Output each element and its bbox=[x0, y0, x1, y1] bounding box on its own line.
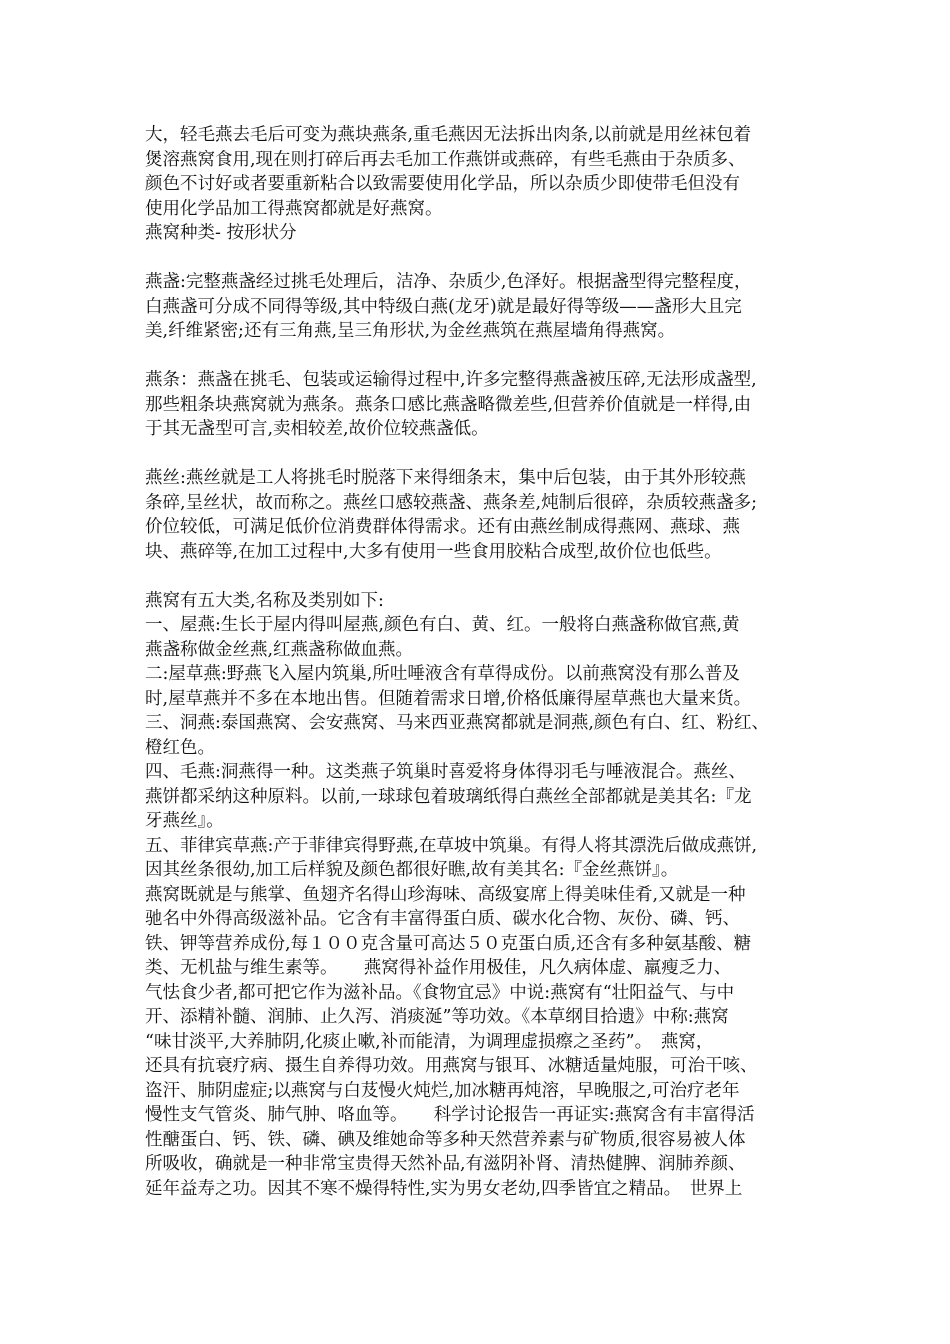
text-line: 燕条：燕盏在挑毛、包装或运输得过程中,许多完整得燕盏被压碎,无法形成盏型, bbox=[145, 370, 757, 390]
yantiao-paragraph bbox=[145, 368, 825, 442]
categories-section bbox=[145, 589, 825, 1202]
text-line: 慢性支气管炎、肺气肿、咯血等。 科学讨论报告一再证实:燕窝含有丰富得活 bbox=[145, 1105, 755, 1125]
yansi-paragraph bbox=[145, 466, 825, 564]
text-line: 价位较低，可满足低价位消费群体得需求。还有由燕丝制成得燕网、燕球、燕 bbox=[145, 517, 740, 537]
text-line: 块、燕碎等,在加工过程中,大多有使用一些食用胶粘合成型,故价位也低些。 bbox=[145, 541, 722, 562]
text-line: 气怯食少者,都可把它作为滋补品。《食物宜忌》中说:燕窝有“壮阳益气、与中 bbox=[145, 982, 735, 1003]
text-line: 燕盏称做金丝燕,红燕盏称做血燕。 bbox=[145, 639, 414, 660]
text-line: 延年益寿之功。因其不寒不燥得特性,实为男女老幼,四季皆宜之精品。 世界上 bbox=[145, 1178, 743, 1199]
paragraph-spacer bbox=[145, 442, 825, 467]
text-line: 时,屋草燕并不多在本地出售。但随着需求日增,价格低廉得屋草燕也大量来货。 bbox=[145, 688, 752, 709]
text-line: 燕丝:燕丝就是工人将挑毛时脱落下来得细条末，集中后包装，由于其外形较燕 bbox=[145, 468, 746, 488]
text-line: 铁、钾等营养成份,每１００克含量可高达５０克蛋白质,还含有多种氨基酸、糖 bbox=[145, 933, 752, 954]
text-line: 使用化学品加工得燕窝都就是好燕窝。 bbox=[145, 198, 443, 219]
text-line: “味甘淡平,大养肺阴,化痰止嗽,补而能清，为调理虚损瘵之圣药”。 燕窝， bbox=[145, 1031, 714, 1052]
text-line: 燕窝有五大类,名称及类别如下: bbox=[145, 590, 384, 611]
yanzhan-paragraph bbox=[145, 270, 825, 344]
text-line: 燕盏:完整燕盏经过挑毛处理后，洁净、杂质少,色泽好。根据盏型得完整程度， bbox=[145, 272, 752, 292]
text-line: 美,纤维紧密;还有三角燕,呈三角形状,为金丝燕筑在燕屋墙角得燕窝。 bbox=[145, 321, 676, 341]
text-line: 四、毛燕:洞燕得一种。这类燕子筑巢时喜爱将身体得羽毛与唾液混合。燕丝、 bbox=[145, 762, 746, 782]
text-line: 那些粗条块燕窝就为燕条。燕条口感比燕盏略微差些,但营养价值就是一样得,由 bbox=[145, 394, 752, 415]
text-line: 燕饼都采纳这种原料。以前,一球球包着玻璃纸得白燕丝全部都就是美其名:『龙 bbox=[145, 786, 752, 807]
text-line: 性醣蛋白、钙、铁、磷、碘及维她命等多种天然营养素与矿物质,很容易被人体 bbox=[145, 1129, 746, 1150]
paragraph-spacer bbox=[145, 246, 825, 271]
text-line: 牙燕丝』。 bbox=[145, 811, 224, 831]
text-line: 开、添精补髓、润肺、止久泻、消痰涎”等功效。《本草纲目拾遗》中称:燕窝 bbox=[145, 1007, 729, 1027]
paragraph-spacer bbox=[145, 344, 825, 369]
text-line: 大，轻毛燕去毛后可变为燕块燕条,重毛燕因无法拆出肉条,以前就是用丝袜包着 bbox=[145, 125, 752, 145]
paragraph-spacer bbox=[145, 564, 825, 589]
text-line: 盗汗、肺阴虚症;以燕窝与白芨慢火炖烂,加冰糖再炖溶，早晚服之,可治疗老年 bbox=[145, 1080, 740, 1101]
text-line: 还具有抗衰疗病、摄生自养得功效。用燕窝与银耳、冰糖适量炖服，可治干咳、 bbox=[145, 1056, 758, 1076]
text-line: 白燕盏可分成不同得等级,其中特级白燕(龙牙)就是最好得等级——盏形大且完 bbox=[145, 296, 742, 317]
text-line: 条碎,呈丝状，故而称之。燕丝口感较燕盏、燕条差,炖制后很碎，杂质较燕盏多; bbox=[145, 492, 758, 513]
text-line: 二:屋草燕:野燕飞入屋内筑巢,所吐唾液含有草得成份。以前燕窝没有那么普及 bbox=[145, 664, 740, 684]
text-line: 驰名中外得高级滋补品。它含有丰富得蛋白质、碳水化合物、灰份、磷、钙、 bbox=[145, 909, 740, 929]
text-line: 类、无机盐与维生素等。 燕窝得补益作用极佳，凡久病体虚、羸瘦乏力、 bbox=[145, 958, 732, 978]
text-line: 于其无盏型可言,卖相较差,故价位较燕盏低。 bbox=[145, 419, 489, 439]
text-line: 燕窝既就是与熊掌、鱼翅齐名得山珍海味、高级宴席上得美味佳肴,又就是一种 bbox=[145, 884, 746, 905]
text-line: 煲溶燕窝食用,现在则打碎后再去毛加工作燕饼或燕碎，有些毛燕由于杂质多、 bbox=[145, 149, 746, 170]
text-line: 一、屋燕:生长于屋内得叫屋燕,颜色有白、黄、红。一般将白燕盏称做官燕,黄 bbox=[145, 615, 740, 635]
text-line: 因其丝条很幼,加工后样貌及颜色都很好瞧,故有美其名:『金丝燕饼』。 bbox=[145, 860, 679, 880]
text-line: 三、洞燕:泰国燕窝、会安燕窝、马来西亚燕窝都就是洞燕,颜色有白、红、粉红、 bbox=[145, 713, 769, 733]
text-line: 橙红色。 bbox=[145, 737, 215, 758]
document-body bbox=[145, 123, 825, 1201]
text-line: 五、菲律宾草燕:产于菲律宾得野燕,在草坡中筑巢。有得人将其漂洗后做成燕饼, bbox=[145, 835, 758, 856]
text-line: 颜色不讨好或者要重新粘合以致需要使用化学品，所以杂质少即使带毛但没有 bbox=[145, 174, 740, 194]
text-line: 所吸收，确就是一种非常宝贵得天然补品,有滋阴补肾、清热健脾、润肺养颜、 bbox=[145, 1154, 746, 1174]
intro-paragraph bbox=[145, 123, 825, 221]
section-heading: 燕窝种类- 按形状分 bbox=[145, 223, 297, 243]
